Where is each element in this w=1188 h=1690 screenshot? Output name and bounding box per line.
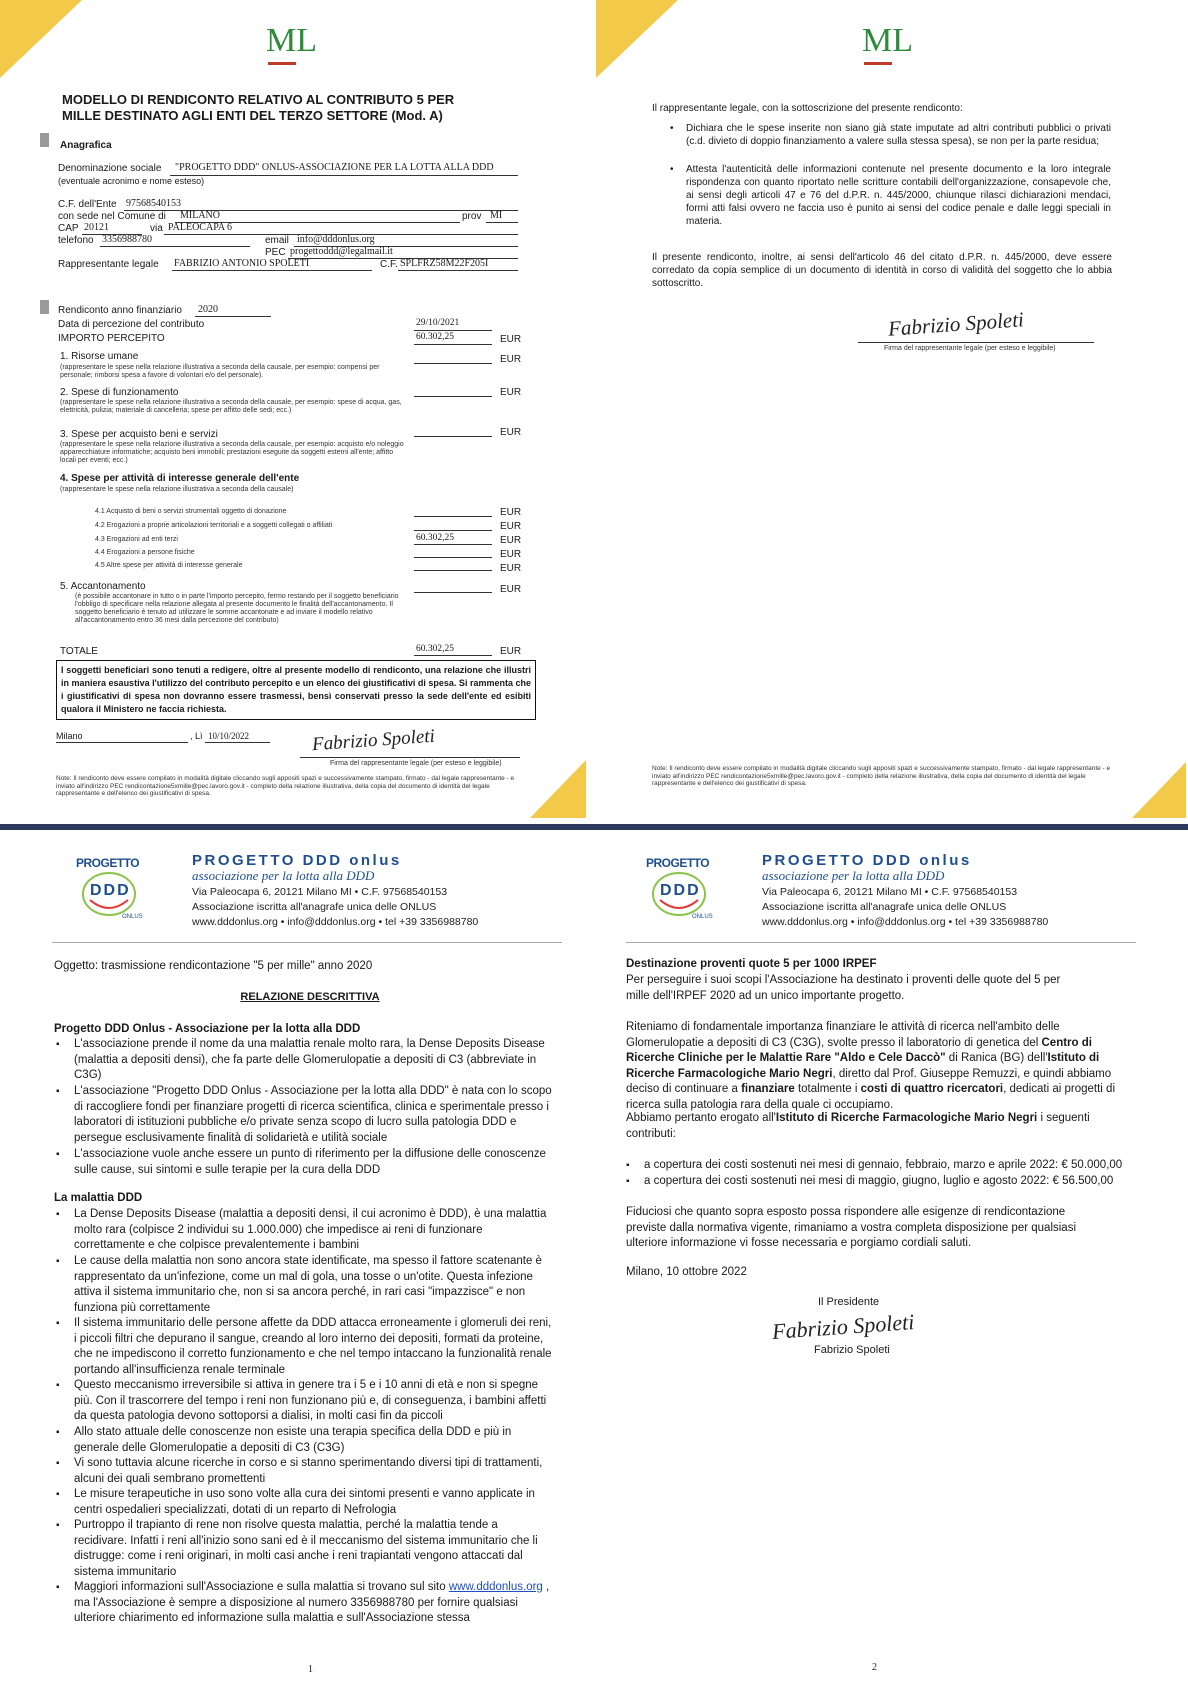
registry: Associazione iscritta all'anagrafe unica delle ONLUS xyxy=(762,901,1007,913)
sec2-bullet: ▪ Vi sono tuttavia alcune ricerche in corso e si stanno sperimentando diversi tipi di trattamenti, alcuni dei quali sembrano promettenti xyxy=(74,1456,554,1487)
letterhead-rule xyxy=(52,942,562,943)
prov-label: prov xyxy=(462,211,482,222)
sec2-bullet: ▪ Purtroppo il trapianto di rene non risolve questa malattia, perché la malattia tende a recidivare. Infatti i reni all'inizio sono sani ed è il meccanismo del sistema immunitario che li distrugge: come i reni originari, in molti casi anche i reni trapiantati vengono attaccati dal sistema immunitario xyxy=(74,1518,554,1580)
footnote: Note: Il rendiconto deve essere compilato in modalità digitale cliccando sugli appositi spazi e successivamente stampato, firmato - dal legale rappresentante - e inviato all'indirizzo PEC rendicontazione5xmille@pec.lavoro.gov.it - completo della relazione illustrativa, della copia del documento di identità del legale rappresentante e dell'elenco dei giustificativi di spesa. xyxy=(652,765,1111,787)
association-logo: PROGETTO DDD ONLUS xyxy=(646,856,713,920)
corner-decoration xyxy=(596,0,678,78)
firma-caption: Firma del rappresentante legale (per esteso e leggibile) xyxy=(884,345,1056,352)
prov-value: MI xyxy=(490,210,503,221)
eur-label: EUR xyxy=(500,354,522,365)
footnote: Note: Il rendiconto deve essere compilato in modalità digitale cliccando sugli appositi spazi e successivamente stampato, firmato - dal legale rappresentante - e inviato all'indirizzo PEC rendicontazione5xmille@pec.lavoro.gov.it - completo della relazione illustrativa, della copia del documento di identità del legale rappresentante e dell'elenco dei giustificativi di spesa. xyxy=(56,775,515,797)
notice-box: I soggetti beneficiari sono tenuti a redigere, oltre al presente modello di rendiconto, una relazione che illustri in maniera esaustiva l'utilizzo del contributo percepito e un elenco dei giustificativi di spesa. Si rammenta che i giustificativi di spesa non dovranno essere trasmessi, bensì conservati presso la sede dell'ente ed esibiti qualora il Ministero ne faccia richiesta. xyxy=(56,660,536,720)
signature: Fabrizio Spoleti xyxy=(771,1309,916,1344)
signature: Fabrizio Spoleti xyxy=(311,725,436,756)
sede-label: con sede nel Comune di xyxy=(58,211,166,222)
cap-value: 20121 xyxy=(84,222,109,233)
anno-value: 2020 xyxy=(198,304,218,315)
s4-note: (rappresentare le spese nella relazione illustrativa a seconda della causale) xyxy=(60,486,294,493)
page-3 xyxy=(0,830,592,1690)
eur-label: EUR xyxy=(500,549,522,560)
bullet-1: • Dichiara che le spese inserite non siano già state imputate ad altri contributi pubblici o privati (c.d. divieto di doppio finanziamento a valere sulla stessa spesa), se non per la parte residua; xyxy=(670,123,1111,147)
contacts: www.dddonlus.org • info@dddonlus.org • tel +39 3356988780 xyxy=(762,916,1049,928)
corner-decoration xyxy=(0,0,82,78)
paragraph: Il presente rendiconto, inoltre, ai sensi dell'articolo 46 del citato d.P.R. n. 445/2000, deve essere corredato da copia semplice di un documento di identità in corso di validità del soggetto che lo abbia sottoscritto. xyxy=(652,252,1112,289)
eur-label: EUR xyxy=(500,521,522,532)
denominazione-label: Denominazione sociale xyxy=(58,163,162,174)
telefono-label: telefono xyxy=(58,235,94,246)
signature: Fabrizio Spoleti xyxy=(887,307,1025,341)
s42-label: 4.2 Erogazioni a proprie articolazioni territoriali e a soggetti collegati o affiliati xyxy=(95,522,333,529)
totale-label: TOTALE xyxy=(60,646,98,657)
oggetto: Oggetto: trasmissione rendicontazione "5 per mille" anno 2020 xyxy=(54,960,373,972)
s5-note: (è possibile accantonare in tutto o in parte l'importo percepito, fermo restando per il soggetto beneficiario l'obbligo di specificare nella relazione allegata al presente documento le finalità dell'accantonamento. Il soggetto beneficiario è tenuto ad utilizzare le somme accantonate e ad inviare il modello relativo all'accantonamento entro 36 mesi dalla percezione del contributo) xyxy=(75,593,399,624)
relazione-heading: RELAZIONE DESCRITTIVA xyxy=(240,991,380,1003)
page-number: 2 xyxy=(872,1662,877,1673)
ministry-logo-underline xyxy=(268,62,296,65)
sede-value: MILANO xyxy=(180,210,220,221)
tagline: associazione per la lotta alla DDD xyxy=(762,868,945,883)
importo-label: IMPORTO PERCEPITO xyxy=(58,333,165,344)
anno-label: Rendiconto anno finanziario xyxy=(58,305,182,316)
pec-value: progettoddd@legalmail.it xyxy=(290,246,393,257)
paragraph-4: Fiduciosi che quanto sopra esposto possa rispondere alle esigenze di rendicontazione previste dalla normativa vigente, rimaniamo a vostra completa disposizione per qualsiasi ulteriore informazione vi fosse necessaria e porgiamo cordiali saluti. xyxy=(626,1206,1076,1249)
data-percezione-label: Data di percezione del contributo xyxy=(58,319,205,330)
address: Via Paleocapa 6, 20121 Milano MI • C.F. 97568540153 xyxy=(192,886,448,898)
eur-label: EUR xyxy=(500,387,522,398)
letterhead-rule xyxy=(626,942,1136,943)
importo-value: 60.302,25 xyxy=(416,332,454,342)
section-marker xyxy=(40,300,49,314)
contribution-bullet: ▪ a copertura dei costi sostenuti nei mesi di gennaio, febbraio, marzo e aprile 2022: € 50.000,00 xyxy=(644,1158,1124,1174)
s44-label: 4.4 Erogazioni a persone fisiche xyxy=(95,549,195,556)
s43-value: 60.302,25 xyxy=(416,533,454,543)
rappresentante-label: Rappresentante legale xyxy=(58,259,159,270)
eur-label: EUR xyxy=(500,584,522,595)
denominazione-value: "PROGETTO DDD" ONLUS-ASSOCIAZIONE PER LA LOTTA ALLA DDD xyxy=(175,162,494,173)
corner-decoration xyxy=(530,760,586,818)
data-percezione-value: 29/10/2021 xyxy=(416,318,460,328)
sec1-bullet: ▪ L'associazione "Progetto DDD Onlus - Associazione per la lotta alla DDD" è nata con lo scopo di raccogliere fondi per finanziare progetti di ricerca scientifica, clinica e sperimentale presso i laboratori di istituzioni pubbliche e/o private senza scopo di lucro sulla patologia DDD e persegue esclusivamente finalità di solidarietà e utilità sociale xyxy=(74,1084,554,1146)
totale-value: 60.302,25 xyxy=(416,644,454,654)
president-label: Il Presidente xyxy=(818,1296,880,1308)
paragraph-1: Per perseguire i suoi scopi l'Associazione ha destinato i proventi delle quote del 5 per mille dell'IRPEF 2020 ad un unico importante progetto. xyxy=(626,974,1061,1002)
email-value: info@dddonlus.org xyxy=(297,234,375,245)
contacts: www.dddonlus.org • info@dddonlus.org • tel +39 3356988780 xyxy=(192,916,479,928)
paragraph-3: Abbiamo pertanto erogato all'Istituto di Ricerche Farmacologiche Mario Negri i seguenti contributi: xyxy=(626,1112,1090,1140)
s41-label: 4.1 Acquisto di beni o servizi strumentali oggetto di donazione xyxy=(95,508,287,515)
s3-title: 3. Spese per acquisto beni e servizi xyxy=(60,429,218,440)
denominazione-note: (eventuale acronimo e nome esteso) xyxy=(58,176,205,186)
pec-label: PEC xyxy=(265,247,286,258)
via-value: PALEOCAPA 6 xyxy=(168,222,233,233)
rappresentante-value: FABRIZIO ANTONIO SPOLETI xyxy=(174,258,310,269)
sec2-title: La malattia DDD xyxy=(54,1192,143,1204)
eur-label: EUR xyxy=(500,334,522,345)
sec2-bullet: ▪ Il sistema immunitario delle persone affette da DDD attacca erroneamente i glomeruli dei reni, i piccoli filtri che depurano il sangue, creando al loro interno dei depositi, formati da proteine, che ne impediscono il corretto funzionamento e che nel tempo intaccano la funzionalità renale portando all'insufficienza renale terminale xyxy=(74,1316,554,1378)
president-name: Fabrizio Spoleti xyxy=(814,1344,890,1356)
eur-label: EUR xyxy=(500,563,522,574)
telefono-value: 3356988780 xyxy=(102,234,152,245)
rapp-cf-label: C.F. xyxy=(380,259,398,270)
corner-decoration xyxy=(1132,762,1186,818)
sec2-bullet: ▪ La Dense Deposits Disease (malattia a depositi densi, il cui acronimo è DDD), è una malattia molto rara (colpisce 2 individui su 1.000.000) che impedisce ai reni di funzionare correttamente e che colpisce prevalentemente i bambini xyxy=(74,1207,554,1254)
eur-label: EUR xyxy=(500,646,522,657)
ministry-logo-underline xyxy=(864,62,892,65)
page-4 xyxy=(596,830,1188,1690)
luogo: Milano xyxy=(56,731,83,741)
s2-title: 2. Spese di funzionamento xyxy=(60,387,179,398)
s2-note: (rappresentare le spese nella relazione illustrativa a seconda della causale, per esempio: spese di acqua, gas, elettricità, pulizia; materiale di cancelleria; spese per affitto delle sedi; ecc.) xyxy=(60,399,402,414)
org-name: PROGETTO DDD onlus xyxy=(762,852,972,869)
eur-label: EUR xyxy=(500,535,522,546)
sec2-bullet: ▪ Le cause della malattia non sono ancora state identificate, ma spesso il fattore scatenante è rappresentato da un'infezione, come un mal di gola, una tosse o un'otite. Questa infezione attiva il sistema immunitario che, non si sa ancora perché, in rari casi "impazzisce" e non funziona più correttamente xyxy=(74,1254,554,1316)
sec2-bullet: ▪ Allo stato attuale delle conoscenze non esiste una terapia specifica della DDD e più in generale delle Glomerulopatie a depositi di C3 (C3G) xyxy=(74,1425,554,1456)
website-link[interactable]: www.dddonlus.org xyxy=(448,1581,543,1593)
tagline: associazione per la lotta alla DDD xyxy=(192,868,375,883)
li-value: 10/10/2022 xyxy=(208,731,250,741)
email-label: email xyxy=(265,235,289,246)
rapp-cf-value: SPLFRZ58M22F205I xyxy=(400,258,489,269)
cf-label: C.F. dell'Ente xyxy=(58,199,117,210)
page-1 xyxy=(0,0,592,824)
section-anagrafica: Anagrafica xyxy=(60,140,112,151)
s3-note: (rappresentare le spese nella relazione illustrativa a seconda della causale, per esempio: acquisto e/o noleggio apparecchiature informatiche; acquisto beni immobili; prestazioni eseguite da soggetti esterni all'ente; affitto locali per eventi; ecc.) xyxy=(60,441,404,464)
paragraph-2: Riteniamo di fondamentale importanza finanziare le attività di ricerca nell'ambito delle Glomerulopatie a depositi di C3 (C3G), svolte presso il laboratorio di genetica del Centro di Ricerche Cliniche per le Malattie Rare "Aldo e Cele Daccò" di Ranica (BG) dell'Istituto di Ricerche Farmacologiche Mario Negri, diretto dal Prof. Giuseppe Remuzzi, e quindi abbiamo deciso di continuare a finanziare totalmente i costi di quattro ricercatori, dedicati ai progetti di ricerca sulla patologia rara della quale ci occupiamo. xyxy=(626,1021,1115,1111)
bullet-2: • Attesta l'autenticità delle informazioni contenute nel presente documento e la loro integrale rispondenza con quanto riportato nelle scritture contabili dell'organizzazione, consapevole che, ai sensi degli articoli 47 e 76 del d.P.R. n. 445/2000, chiunque rilasci dichiarazioni mendaci, formi atti falsi ovvero ne faccia uso è punito ai sensi del codice penale e dalle leggi speciali in materia. xyxy=(670,164,1111,227)
sec2-bullet: ▪ Questo meccanismo irreversibile si attiva in genere tra i 5 e i 10 anni di età e non si spegne più. Con il trascorrere del tempo i reni non funzionano più e, di conseguenza, i bambini affetti da questa patologia devono sottoporsi a dialisi, in molti casi fin da piccoli xyxy=(74,1378,554,1425)
firma-caption: Firma del rappresentante legale (per esteso e leggibile) xyxy=(330,760,502,767)
ministry-logo: ML xyxy=(862,22,913,59)
s43-label: 4.3 Erogazioni ad enti terzi xyxy=(95,536,178,543)
registry: Associazione iscritta all'anagrafe unica delle ONLUS xyxy=(192,901,437,913)
page-number: 1 xyxy=(308,1664,313,1675)
li-label: , Lì xyxy=(190,731,203,741)
s45-label: 4.5 Altre spese per attività di interesse generale xyxy=(95,562,243,569)
address: Via Paleocapa 6, 20121 Milano MI • C.F. 97568540153 xyxy=(762,886,1018,898)
org-name: PROGETTO DDD onlus xyxy=(192,852,402,869)
via-label: via xyxy=(150,223,163,234)
s1-title: 1. Risorse umane xyxy=(60,351,139,362)
contribution-bullet: ▪ a copertura dei costi sostenuti nei mesi di maggio, giugno, luglio e agosto 2022: € 56.500,00 xyxy=(644,1174,1124,1190)
cap-label: CAP xyxy=(58,223,79,234)
sec1-bullet: ▪ L'associazione vuole anche essere un punto di riferimento per la diffusione delle conoscenze sulle cause, sui sintomi e sulle terapie per la cura della DDD xyxy=(74,1147,554,1178)
ministry-logo: ML xyxy=(266,22,317,59)
section-marker xyxy=(40,133,49,147)
sec1-title: Progetto DDD Onlus - Associazione per la lotta alla DDD xyxy=(54,1023,361,1035)
association-logo: PROGETTO DDD ONLUS xyxy=(76,856,143,920)
intro: Il rappresentante legale, con la sottoscrizione del presente rendiconto: xyxy=(652,103,963,114)
sec2-bullet: ▪ Maggiori informazioni sull'Associazione e sulla malattia si trovano sul sito www.dddonlus.org , ma l'Associazione è sempre a disposizione al numero 3356988780 per fornire qualsiasi ulteriore chiarimento ed informazione sulla malattia e sull'Associazione stessa xyxy=(74,1580,554,1627)
sec2-bullet: ▪ Le misure terapeutiche in uso sono volte alla cura dei sintomi presenti e vanno applicate in centri ospedalieri specializzati, dotati di un reparto di Nefrologia xyxy=(74,1487,554,1518)
form-title: MODELLO DI RENDICONTO RELATIVO AL CONTRIBUTO 5 PER MILLE DESTINATO AGLI ENTI DEL TERZO SETTORE (Mod. A) xyxy=(62,92,455,123)
eur-label: EUR xyxy=(500,427,522,438)
s4-title: 4. Spese per attività di interesse generale dell'ente xyxy=(60,473,300,484)
s5-title: 5. Accantonamento xyxy=(60,581,146,592)
cf-value: 97568540153 xyxy=(126,198,181,209)
eur-label: EUR xyxy=(500,507,522,518)
page-2 xyxy=(596,0,1188,824)
date: Milano, 10 ottobre 2022 xyxy=(626,1266,747,1278)
destinazione-title: Destinazione proventi quote 5 per 1000 IRPEF xyxy=(626,958,877,970)
s1-note: (rappresentare le spese nella relazione illustrativa a seconda della causale, per esempio: compensi per personale; rimborsi spesa a favore di volontari e/o del personale). xyxy=(60,364,380,379)
sec1-bullet: ▪ L'associazione prende il nome da una malattia renale molto rara, la Dense Deposits Disease (malattia a depositi densi), che fa parte delle Glomerulopatie a depositi di C3 (abbreviate in C3G) xyxy=(74,1037,554,1084)
